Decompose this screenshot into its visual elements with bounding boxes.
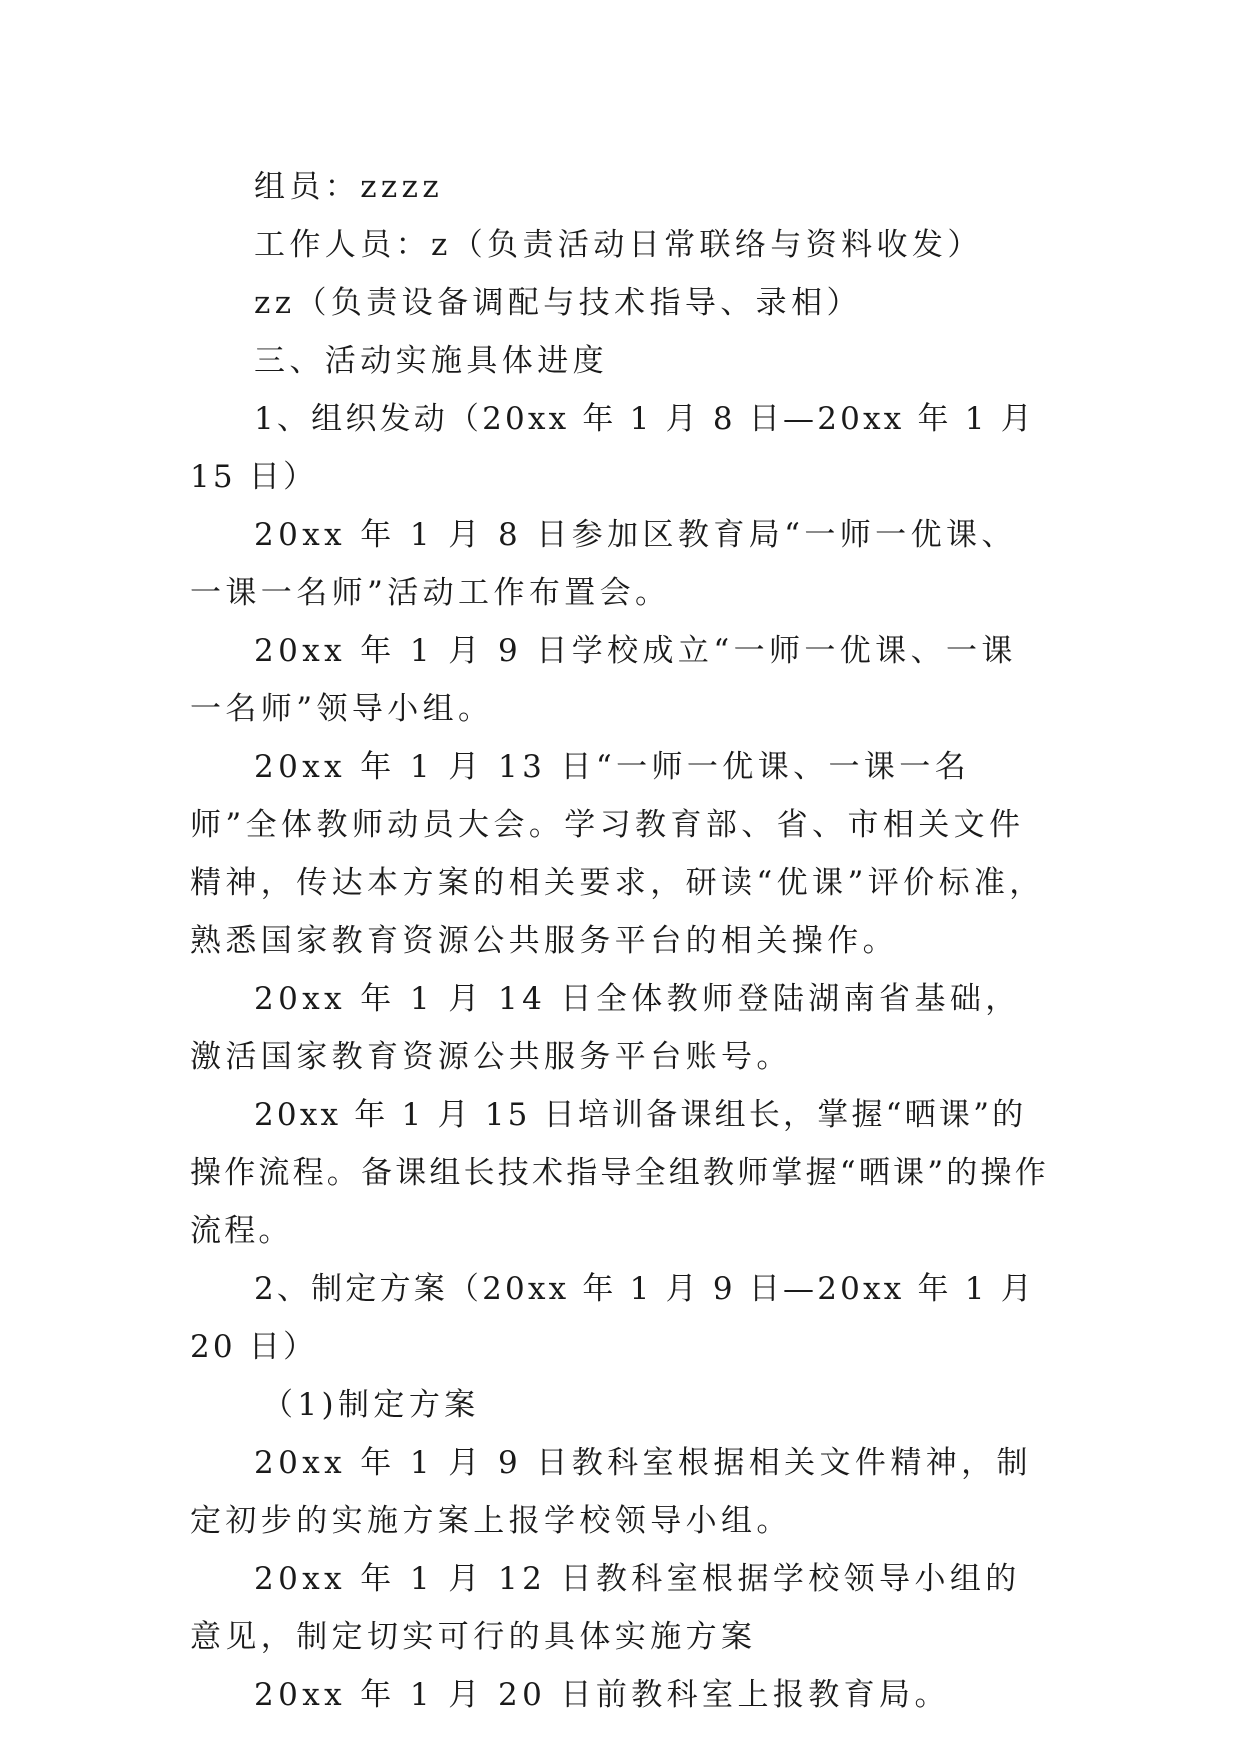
paragraph-plan-jan20: 20xx 年 1 月 20 日前教科室上报教育局。 [254, 1677, 950, 1713]
item-heading-plan: （1)制定方案 [262, 1387, 480, 1423]
paragraph-jan14: 20xx 年 1 月 14 日全体教师登陆湖南省基础，激活国家教育资源公共服务平台账号。 [190, 981, 1021, 1075]
paragraph-jan9: 20xx 年 1 月 9 日学校成立“一师一优课、一课一名师”领导小组。 [190, 633, 1017, 727]
section-heading-progress: 三、活动实施具体进度 [254, 343, 608, 379]
paragraph-members: 组员：zzzz [254, 169, 444, 205]
document-body [190, 158, 1050, 1724]
paragraph-plan-jan12: 20xx 年 1 月 12 日教科室根据学校领导小组的意见，制定切实可行的具体实施方案 [190, 1561, 1021, 1655]
paragraph-staff: 工作人员：z（负责活动日常联络与资料收发） [254, 227, 983, 263]
subsection-heading-mobilize: 1、组织发动（20xx 年 1 月 8 日—20xx 年 1 月 15 日） [190, 401, 1035, 495]
paragraph-staff-2: zz（负责设备调配与技术指导、录相） [254, 285, 862, 321]
subsection-heading-plan: 2、制定方案（20xx 年 1 月 9 日—20xx 年 1 月 20 日） [190, 1271, 1035, 1365]
paragraph-jan8: 20xx 年 1 月 8 日参加区教育局“一师一优课、一课一名师”活动工作布置会。 [190, 517, 1017, 611]
paragraph-jan15: 20xx 年 1 月 15 日培训备课组长，掌握“晒课”的操作流程。备课组长技术指导全组教师掌握“晒课”的操作流程。 [190, 1097, 1049, 1249]
paragraph-plan-jan9: 20xx 年 1 月 9 日教科室根据相关文件精神，制定初步的实施方案上报学校领导小组。 [190, 1445, 1032, 1539]
paragraph-jan13: 20xx 年 1 月 13 日“一师一优课、一课一名师”全体教师动员大会。学习教育部、省、市相关文件精神，传达本方案的相关要求，研读“优课”评价标准，熟悉国家教育资源公共服务平台的相关操作。 [190, 749, 1045, 959]
